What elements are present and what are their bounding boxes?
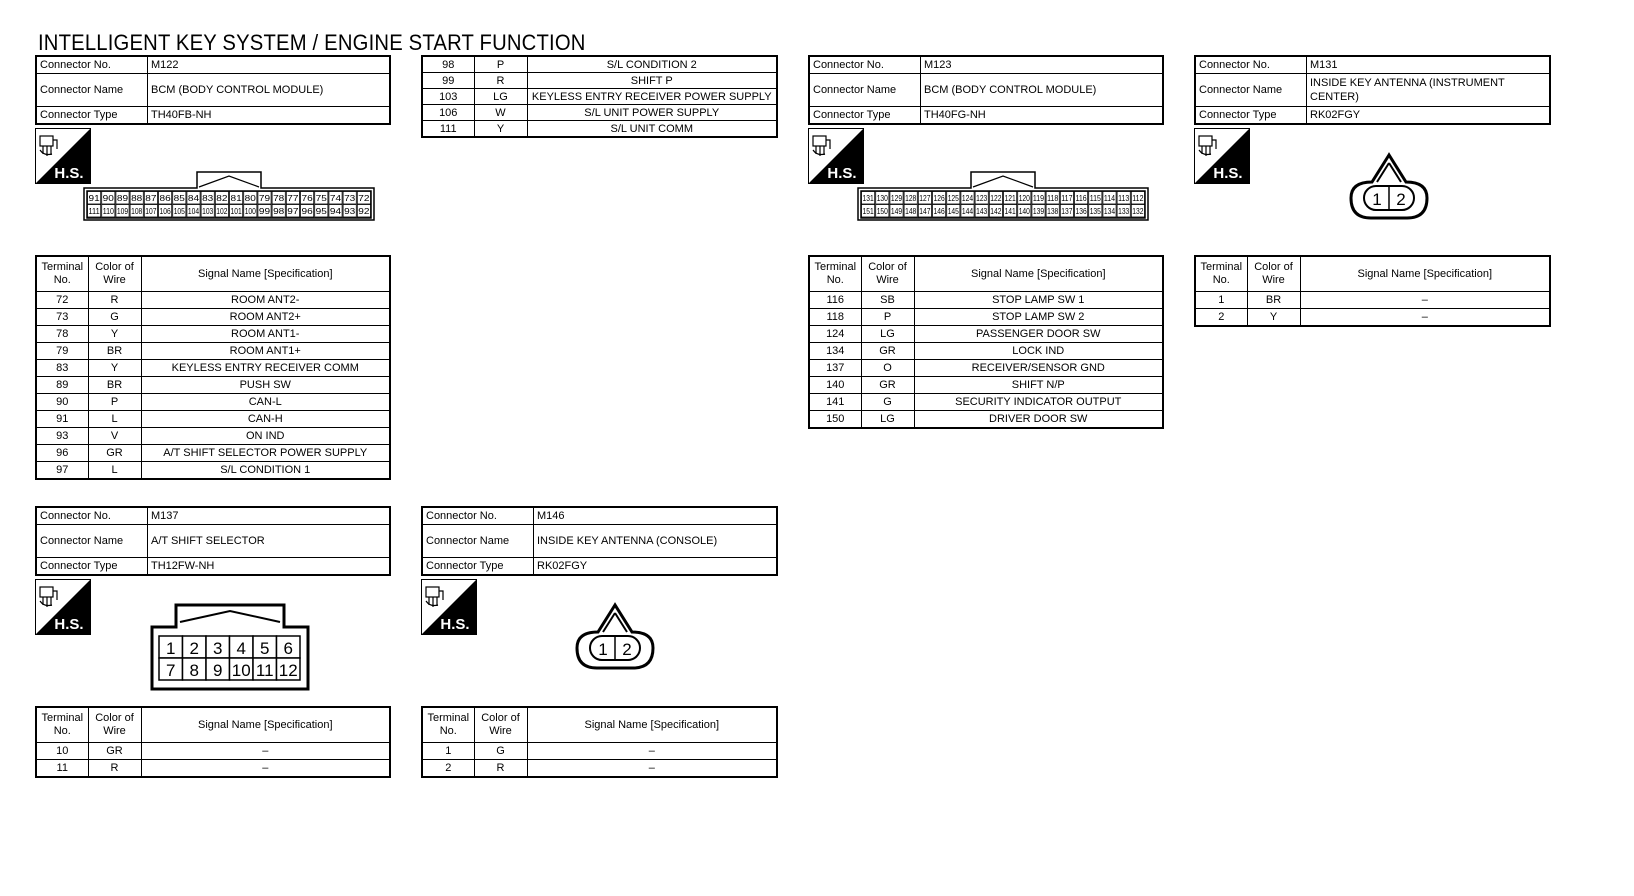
terminal-no-cell: 99 [422,73,474,89]
signal-name-cell: – [1300,292,1550,309]
pin-number: 112 [1132,194,1144,203]
signal-name-cell: STOP LAMP SW 1 [914,292,1163,309]
terminal-table-m146 [421,706,778,778]
pin-number: 83 [202,194,214,203]
pin-number: 76 [301,194,314,203]
connector-name-value: BCM (BODY CONTROL MODULE) [921,74,1164,107]
signal-name-cell: A/T SHIFT SELECTOR POWER SUPPLY [141,445,390,462]
table-row [422,760,777,778]
connector-name-label: Connector Name [36,525,148,558]
signal-name-cell: CAN-H [141,411,390,428]
signal-name-cell: – [527,743,777,760]
wire-color-cell: G [474,743,527,760]
pin-number: 102 [216,207,228,216]
terminal-no-cell: 124 [809,326,861,343]
connector-type-value: TH12FW-NH [148,558,391,576]
signal-name-cell: S/L UNIT POWER SUPPLY [527,105,777,121]
wire-color-cell: GR [861,377,914,394]
pin-number: 73 [344,194,356,203]
color-header: Color of Wire [861,256,914,292]
pin-number: 107 [145,207,157,216]
pin-number: 1 [598,640,608,659]
pin-number: 142 [990,207,1002,216]
pin-number: 77 [287,194,300,203]
pin-number: 104 [187,207,200,216]
connector-type-value: TH40FG-NH [921,107,1164,125]
connector-no-value: M146 [534,507,778,525]
pin-number: 1 [166,639,176,658]
wire-color-cell: G [88,309,141,326]
terminal-no-cell: 93 [36,428,88,445]
pin-number: 128 [905,194,917,203]
terminal-no-cell: 134 [809,343,861,360]
hs-label: H.S. [54,616,84,633]
pin-number: 114 [1103,194,1116,203]
wire-color-cell: G [861,394,914,411]
terminal-no-header: Terminal No. [36,256,88,292]
pin-number: 74 [329,194,342,203]
connector-no-label: Connector No. [422,507,534,525]
pin-number: 147 [919,207,931,216]
pin-number: 106 [159,207,172,216]
wire-color-cell: Y [1247,309,1300,327]
pin-number: 94 [329,207,342,216]
pin-number: 123 [976,194,988,203]
pin-number: 9 [213,661,223,680]
wire-color-cell: P [861,309,914,326]
signal-name-cell: CAN-L [141,394,390,411]
connector-no-value: M131 [1307,56,1551,74]
pin-number: 86 [159,194,172,203]
wire-color-cell: L [88,411,141,428]
connector-no-label: Connector No. [809,56,921,74]
wire-color-cell: R [88,760,141,778]
pin-number: 115 [1089,194,1102,203]
pin-number: 6 [283,639,293,658]
pin-number: 118 [1047,194,1059,203]
signal-name-cell: SHIFT P [527,73,777,89]
pin-number: 2 [1396,190,1406,209]
terminal-no-cell: 140 [809,377,861,394]
wire-color-cell: BR [88,343,141,360]
signal-name-cell: STOP LAMP SW 2 [914,309,1163,326]
color-header: Color of Wire [88,256,141,292]
terminal-no-cell: 103 [422,89,474,105]
wire-color-cell: LG [474,89,527,105]
pin-number: 10 [231,661,251,680]
pin-number: 124 [961,194,974,203]
terminal-no-cell: 79 [36,343,88,360]
terminal-no-cell: 83 [36,360,88,377]
pin-number: 137 [1061,207,1073,216]
terminal-no-cell: 106 [422,105,474,121]
terminal-no-header: Terminal No. [422,707,474,743]
terminal-no-cell: 2 [422,760,474,778]
signal-name-cell: – [141,760,390,778]
terminal-no-cell: 90 [36,394,88,411]
wire-color-cell: GR [88,743,141,760]
pin-number: 89 [116,194,129,203]
connector-type-value: RK02FGY [1307,107,1551,125]
terminal-no-cell: 1 [422,743,474,760]
pin-number: 145 [947,207,960,216]
pin-number: 8 [189,661,199,680]
pin-number: 148 [905,207,917,216]
hs-label: H.S. [1213,165,1243,182]
color-header: Color of Wire [474,707,527,743]
pin-number: 150 [876,207,889,216]
terminal-no-cell: 2 [1195,309,1247,327]
pin-number: 141 [1004,207,1017,216]
pin-number: 97 [287,207,300,216]
signal-name-cell: KEYLESS ENTRY RECEIVER POWER SUPPLY [527,89,777,105]
wire-color-cell: SB [861,292,914,309]
wire-color-cell: Y [474,121,527,138]
signal-name-cell: ROOM ANT1+ [141,343,390,360]
pin-number: 151 [862,207,875,216]
signal-name-cell: ROOM ANT2+ [141,309,390,326]
pin-number: 127 [919,194,931,203]
connector-no-value: M137 [148,507,391,525]
terminal-no-cell: 118 [809,309,861,326]
pin-number: 5 [260,639,270,658]
pin-number: 12 [278,661,298,680]
wire-color-cell: O [861,360,914,377]
connector-type-label: Connector Type [1195,107,1307,125]
pin-number: 111 [88,207,101,216]
pin-number: 93 [344,207,356,216]
connector-type-label: Connector Type [36,107,148,125]
table-row [422,743,777,760]
pin-number: 146 [933,207,946,216]
connector-type-label: Connector Type [422,558,534,576]
terminal-no-cell: 11 [36,760,88,778]
connector-type-value: RK02FGY [534,558,778,576]
pin-number: 4 [236,639,246,658]
terminal-no-cell: 78 [36,326,88,343]
terminal-no-cell: 96 [36,445,88,462]
pin-number: 79 [258,194,271,203]
wire-color-cell: P [88,394,141,411]
connector-name-value: BCM (BODY CONTROL MODULE) [148,74,391,107]
connector-name-value: INSIDE KEY ANTENNA (CONSOLE) [534,525,778,558]
pin-number: 91 [88,194,101,203]
terminal-no-cell: 150 [809,411,861,429]
terminal-no-cell: 89 [36,377,88,394]
pin-number: 78 [273,194,285,203]
signal-name-cell: – [141,743,390,760]
signal-header: Signal Name [Specification] [914,256,1163,292]
pin-number: 120 [1018,194,1031,203]
pin-number: 75 [315,194,328,203]
wire-color-cell: P [474,56,527,73]
wire-color-cell: LG [861,326,914,343]
pin-number: 88 [131,194,143,203]
signal-name-cell: SHIFT N/P [914,377,1163,394]
pin-number: 116 [1075,194,1088,203]
pin-number: 143 [976,207,988,216]
pin-number: 101 [230,207,243,216]
pin-number: 72 [358,194,371,203]
connector-housing [577,605,653,668]
terminal-no-header: Terminal No. [809,256,861,292]
pin-number: 132 [1132,207,1144,216]
terminal-no-header: Terminal No. [1195,256,1247,292]
pin-number: 122 [990,194,1002,203]
pin-number: 113 [1118,194,1130,203]
terminal-no-cell: 98 [422,56,474,73]
pin-number: 110 [102,207,115,216]
pin-number: 105 [173,207,186,216]
pin-number: 1 [1372,190,1382,209]
pin-number: 144 [961,207,974,216]
hs-label: H.S. [54,165,84,182]
wire-color-cell: R [474,73,527,89]
pin-number: 11 [255,661,274,680]
pin-number: 136 [1075,207,1088,216]
signal-name-cell: KEYLESS ENTRY RECEIVER COMM [141,360,390,377]
wire-color-cell: R [474,760,527,778]
connector-type-label: Connector Type [809,107,921,125]
signal-name-cell: PUSH SW [141,377,390,394]
pin-number: 7 [166,661,176,680]
terminal-no-cell: 10 [36,743,88,760]
pin-number: 84 [187,194,200,203]
signal-name-cell: – [527,760,777,778]
signal-header: Signal Name [Specification] [141,707,390,743]
connector-no-label: Connector No. [36,507,148,525]
connector-name-value: A/T SHIFT SELECTOR [148,525,391,558]
pin-number: 149 [890,207,903,216]
pin-number: 117 [1061,194,1073,203]
pin-number: 139 [1032,207,1045,216]
wire-color-cell: W [474,105,527,121]
terminal-no-cell: 72 [36,292,88,309]
connector-name-label: Connector Name [1195,74,1307,107]
signal-name-cell: DRIVER DOOR SW [914,411,1163,429]
terminal-no-cell: 116 [809,292,861,309]
signal-name-cell: S/L CONDITION 2 [527,56,777,73]
hs-label: H.S. [827,165,857,182]
pin-number: 138 [1047,207,1059,216]
connector-name-label: Connector Name [422,525,534,558]
pin-number: 129 [890,194,903,203]
terminal-no-cell: 137 [809,360,861,377]
wire-color-cell: R [88,292,141,309]
signal-name-cell: ROOM ANT2- [141,292,390,309]
connector-no-label: Connector No. [36,56,148,74]
pin-number: 3 [213,639,223,658]
signal-name-cell: – [1300,309,1550,327]
terminal-no-cell: 91 [36,411,88,428]
wire-color-cell: GR [88,445,141,462]
connector-name-value: INSIDE KEY ANTENNA (INSTRUMENT CENTER) [1307,74,1551,107]
wire-color-cell: LG [861,411,914,429]
pin-number: 95 [315,207,328,216]
signal-name-cell: SECURITY INDICATOR OUTPUT [914,394,1163,411]
wire-color-cell: L [88,462,141,480]
color-header: Color of Wire [1247,256,1300,292]
terminal-no-header: Terminal No. [36,707,88,743]
terminal-no-cell: 97 [36,462,88,480]
terminal-no-cell: 141 [809,394,861,411]
pin-number: 82 [216,194,229,203]
pin-number: 99 [258,207,271,216]
pin-number: 80 [244,194,257,203]
wire-color-cell: BR [1247,292,1300,309]
pin-number: 96 [301,207,314,216]
pin-number: 2 [622,640,632,659]
pin-number: 130 [876,194,889,203]
page-title: INTELLIGENT KEY SYSTEM / ENGINE START FUNCTION [38,30,586,55]
signal-name-cell: RECEIVER/SENSOR GND [914,360,1163,377]
pin-number: 109 [116,207,129,216]
pin-number: 85 [173,194,186,203]
signal-header: Signal Name [Specification] [1300,256,1550,292]
signal-name-cell: LOCK IND [914,343,1163,360]
terminal-no-cell: 73 [36,309,88,326]
connector-no-value: M123 [921,56,1164,74]
wire-color-cell: Y [88,360,141,377]
signal-header: Signal Name [Specification] [141,256,390,292]
hs-label: H.S. [440,616,470,633]
pin-number: 121 [1004,194,1017,203]
pin-number: 103 [202,207,214,216]
pin-number: 2 [189,639,199,658]
terminal-no-cell: 111 [422,121,474,138]
signal-name-cell: S/L CONDITION 1 [141,462,390,480]
signal-name-cell: S/L UNIT COMM [527,121,777,138]
pin-number: 126 [933,194,946,203]
pin-number: 90 [102,194,115,203]
pin-number: 92 [358,207,371,216]
pin-number: 133 [1118,207,1130,216]
signal-name-cell: PASSENGER DOOR SW [914,326,1163,343]
signal-name-cell: ON IND [141,428,390,445]
pin-number: 140 [1018,207,1031,216]
pin-number: 100 [244,207,257,216]
wire-color-cell: V [88,428,141,445]
color-header: Color of Wire [88,707,141,743]
wire-color-cell: GR [861,343,914,360]
connector-name-label: Connector Name [809,74,921,107]
pin-number: 108 [131,207,143,216]
pin-number: 131 [862,194,875,203]
pin-number: 125 [947,194,960,203]
connector-no-value: M122 [148,56,391,74]
connector-type-label: Connector Type [36,558,148,576]
connector-name-label: Connector Name [36,74,148,107]
connector-type-value: TH40FB-NH [148,107,391,125]
pin-number: 98 [273,207,285,216]
terminal-no-cell: 1 [1195,292,1247,309]
pin-number: 87 [145,194,158,203]
pin-number: 135 [1089,207,1102,216]
signal-name-cell: ROOM ANT1- [141,326,390,343]
pin-number: 134 [1103,207,1116,216]
wire-color-cell: Y [88,326,141,343]
signal-header: Signal Name [Specification] [527,707,777,743]
connector-no-label: Connector No. [1195,56,1307,74]
pin-number: 119 [1032,194,1045,203]
wire-color-cell: BR [88,377,141,394]
pin-number: 81 [230,194,243,203]
